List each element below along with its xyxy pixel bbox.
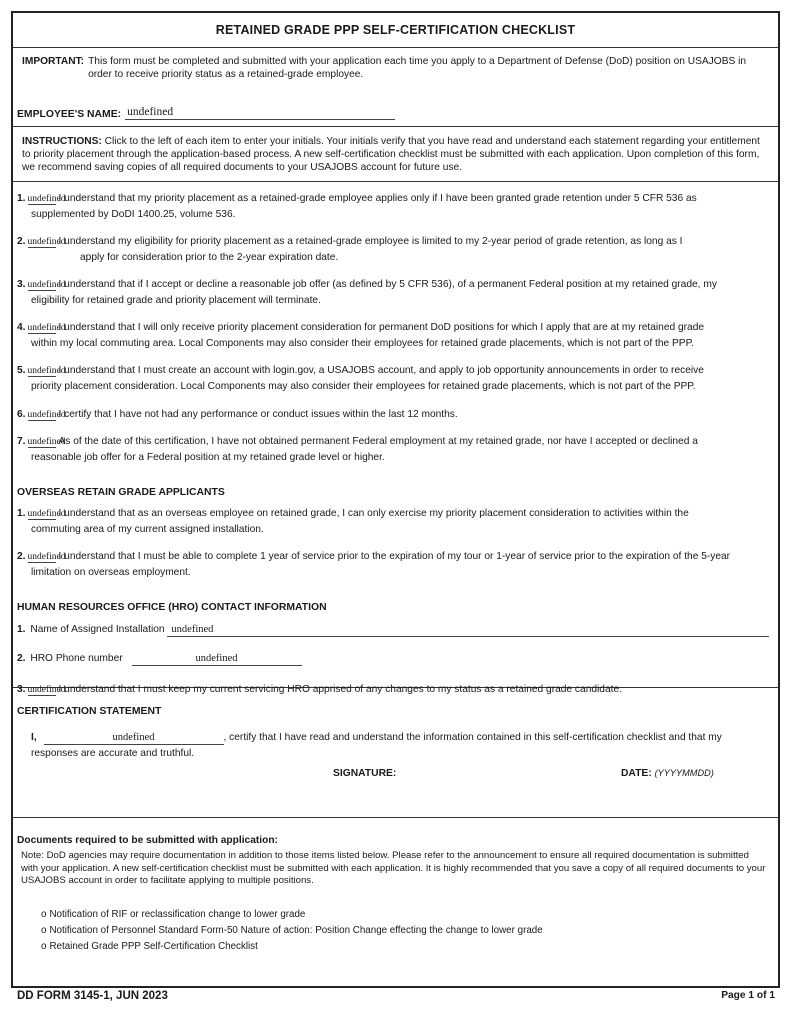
item-number: 6. xyxy=(17,409,26,420)
document-item-text: Retained Grade PPP Self-Certification Checklist xyxy=(49,941,258,952)
initials-field-6[interactable]: undefined xyxy=(27,410,66,420)
checklist-item-4 xyxy=(17,320,770,352)
item-text-cont: supplemented by DoDI 1400.25, volume 536. xyxy=(31,209,236,220)
overseas-item-2 xyxy=(17,549,770,581)
checklist-section xyxy=(13,182,778,695)
cert-text-2: responses are accurate and truthful. xyxy=(31,748,195,759)
overseas-initials-field-2[interactable]: undefined xyxy=(27,552,66,562)
important-label: IMPORTANT: xyxy=(22,56,85,67)
initials-field-3[interactable]: undefined xyxy=(27,280,66,290)
overseas-item-1 xyxy=(17,506,770,538)
item-text: I understand that I must be able to complete 1 year of service prior to the expiration of my tour or 1-year of service prior to the expiration of the 5-year xyxy=(58,551,731,562)
page-number: Page 1 of 1 xyxy=(721,990,775,1001)
documents-list xyxy=(41,907,543,955)
employee-name-label: EMPLOYEE'S NAME: xyxy=(17,109,122,120)
phone-label: HRO Phone number xyxy=(30,653,123,664)
employee-name-row xyxy=(17,104,395,120)
certification-statement xyxy=(31,730,770,762)
item-text: I understand that my priority placement as a retained-grade employee applies only if I have been granted grade retention under 5 CFR 536 as xyxy=(58,193,697,204)
cert-text-1: , certify that I have read and understand the information contained in this self-certification checklist and that my xyxy=(223,732,722,743)
item-number: 1. xyxy=(17,193,26,204)
item-number: 5. xyxy=(17,365,26,376)
item-number: 1. xyxy=(17,624,26,635)
documents-heading: Documents required to be submitted with application: xyxy=(17,835,278,846)
item-text-cont: reasonable job offer for a Federal position at my retained grade level or higher. xyxy=(31,452,385,463)
instructions-text-block xyxy=(22,135,770,174)
item-text: I understand my eligibility for priority placement as a retained-grade employee is limited to my 2-year period of grade retention, as long as I xyxy=(58,236,683,247)
instructions-section xyxy=(13,127,778,182)
important-text: This form must be completed and submitted with your application each time you apply to a Department of Defense (DoD) position on USAJOBS in order to receive priority status as a retained-grade employee. xyxy=(88,56,747,80)
item-number: 3. xyxy=(17,279,26,290)
checklist-item-7 xyxy=(17,434,770,466)
item-text: I understand that if I accept or decline a reasonable job offer (as defined by 5 CFR 536), of a permanent Federal position at my retained grade, my xyxy=(58,279,717,290)
initials-field-1[interactable]: undefined xyxy=(27,194,66,204)
hro-installation-row xyxy=(17,622,770,638)
bullet-icon: o xyxy=(41,909,47,920)
checklist-item-6 xyxy=(17,407,770,423)
checklist-item-1 xyxy=(17,191,770,223)
instructions-text: Click to the left of each item to enter your initials. Your initials verify that you have read and understand each statement regarding your entitlement to priority placement through the application-based process. A new self-certification checklist must be submitted with each application. Upon completion of this form, we recommend saving copies of all required documents to your USAJOBS account for future use. xyxy=(22,136,760,173)
hro-phone-row xyxy=(17,651,770,667)
certification-section xyxy=(13,688,778,818)
item-number: 7. xyxy=(17,436,26,447)
item-text-cont: commuting area of my current assigned installation. xyxy=(31,524,264,535)
item-number: 2. xyxy=(17,653,26,664)
hro-initials-field[interactable]: undefined xyxy=(27,685,66,695)
certification-heading: CERTIFICATION STATEMENT xyxy=(17,706,162,717)
installation-label: Name of Assigned Installation xyxy=(30,624,165,635)
item-text: I understand that I must create an account with login.gov, a USAJOBS account, and apply to job opportunity announcements in order to receive xyxy=(58,365,704,376)
item-text-cont: within my local commuting area. Local Components may also consider their employees for retained grade placements, which is not part of the PPP. xyxy=(31,338,694,349)
document-item-text: Notification of Personnel Standard Form-50 Nature of action: Position Change effecting the change to lower grade xyxy=(49,925,543,936)
certifier-name-field[interactable]: undefined xyxy=(44,731,224,745)
date-label: DATE: xyxy=(621,768,652,779)
documents-section xyxy=(13,818,778,988)
item-number: 4. xyxy=(17,322,26,333)
installation-field[interactable]: undefined xyxy=(167,623,769,637)
item-number: 3. xyxy=(17,684,26,695)
item-text-cont: apply for consideration prior to the 2-year expiration date. xyxy=(80,252,339,263)
item-number: 1. xyxy=(17,508,26,519)
overseas-initials-field-1[interactable]: undefined xyxy=(27,509,66,519)
item-text: As of the date of this certification, I have not obtained permanent Federal employment at my retained grade, nor have I accepted or declined a xyxy=(58,436,698,447)
employee-name-field[interactable]: undefined xyxy=(125,104,395,120)
hro-heading: HUMAN RESOURCES OFFICE (HRO) CONTACT INFORMATION xyxy=(17,602,327,613)
form-title: RETAINED GRADE PPP SELF-CERTIFICATION CHECKLIST xyxy=(13,13,778,48)
item-number: 2. xyxy=(17,236,26,247)
initials-field-2[interactable]: undefined xyxy=(27,237,66,247)
checklist-item-5 xyxy=(17,363,770,395)
initials-field-7[interactable]: undefined xyxy=(27,437,66,447)
item-text-cont: priority placement consideration. Local Components may also consider their employees for retained grade placements, which is not part of the PPP. xyxy=(31,381,696,392)
item-text: I understand that as an overseas employee on retained grade, I can only exercise my priority placement consideration to activities within the xyxy=(58,508,689,519)
item-text: I certify that I have not had any performance or conduct issues within the last 12 months. xyxy=(58,409,458,420)
bullet-icon: o xyxy=(41,941,47,952)
document-item xyxy=(41,923,543,939)
documents-note: Note: DoD agencies may require documentation in addition to those items listed below. Please refer to the announcement to ensure all required documentation is submitted with your application. A new self-certification checklist must be submitted with each application. It is highly recommended that you save a copy of all required documents to your USAJOBS account in order to facilitate applying to multiple positions. xyxy=(21,850,766,886)
important-notice xyxy=(22,55,772,81)
important-section xyxy=(13,48,778,127)
document-item xyxy=(41,939,543,955)
bullet-icon: o xyxy=(41,925,47,936)
overseas-heading: OVERSEAS RETAIN GRADE APPLICANTS xyxy=(17,487,225,498)
date-field[interactable] xyxy=(621,768,714,779)
form-identifier: DD FORM 3145-1, JUN 2023 xyxy=(17,990,168,1002)
hro-phone-field[interactable]: undefined xyxy=(132,652,302,666)
document-item xyxy=(41,907,543,923)
checklist-item-2 xyxy=(17,234,770,266)
item-text-cont: eligibility for retained grade and priority placement will terminate. xyxy=(31,295,321,306)
instructions-label: INSTRUCTIONS: xyxy=(22,136,102,147)
form-frame xyxy=(11,11,780,988)
initials-field-4[interactable]: undefined xyxy=(27,323,66,333)
cert-prefix: I, xyxy=(31,732,37,743)
checklist-item-3 xyxy=(17,277,770,309)
signature-label[interactable]: SIGNATURE: xyxy=(333,768,397,779)
document-item-text: Notification of RIF or reclassification change to lower grade xyxy=(49,909,306,920)
item-text: I understand that I will only receive priority placement consideration for permanent DoD positions for which I apply that are at my retained grade xyxy=(58,322,705,333)
item-text: I understand that I must keep my current servicing HRO apprised of any changes to my status as a retained grade candidate. xyxy=(58,684,622,695)
initials-field-5[interactable]: undefined xyxy=(27,366,66,376)
date-format: (YYYYMMDD) xyxy=(654,768,714,778)
item-number: 2. xyxy=(17,551,26,562)
item-text-cont: limitation on overseas employment. xyxy=(31,567,191,578)
